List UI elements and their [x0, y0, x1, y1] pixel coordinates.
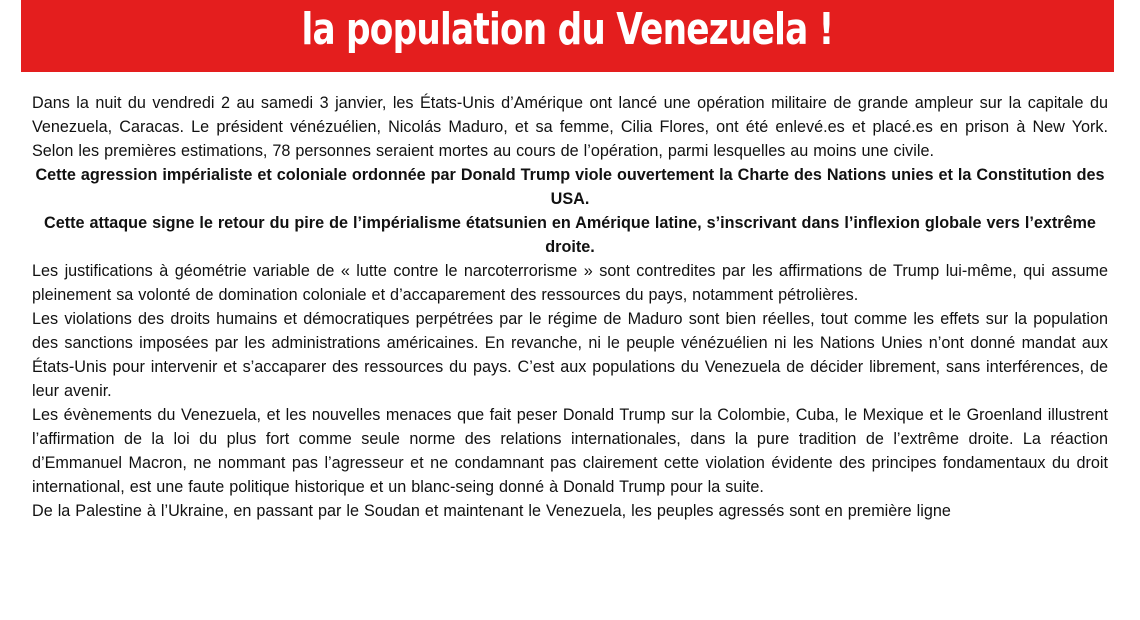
- page-title: la population du Venezuela !: [301, 4, 834, 55]
- paragraph-violations: Les violations des droits humains et démocratiques perpétrées par le régime de Maduro sont bien réelles, tout comme les effets sur la population des sanctions imposées par les administrations américaines. En revanche, ni le peuple vénézuélien ni les Nations Unies n’ont donné mandat aux États-Unis pour intervenir et s’accaparer des ressources du pays. C’est aux populations du Venezuela de décider librement, sans interférences, de leur avenir.: [32, 310, 1108, 400]
- paragraph-emphasis-imperialism: Cette attaque signe le retour du pire de l’impérialisme étatsunien en Amérique latine, s’inscrivant dans l’inflexion globale vers l’extrême droite.: [44, 214, 1096, 256]
- paragraph-events: Les évènements du Venezuela, et les nouvelles menaces que fait peser Donald Trump sur la Colombie, Cuba, le Mexique et le Groenland illustrent l’affirmation de la loi du plus fort comme seule norme des relations internationales, dans la pure tradition de l’extrême droite. La réaction d’Emmanuel Macron, ne nommant pas l’agresseur et ne condamnant pas clairement cette violation évidente des principes fondamentaux du droit international, est une faute politique historique et un blanc-seing donné à Donald Trump pour la suite.: [32, 406, 1108, 496]
- paragraph-peoples: De la Palestine à l’Ukraine, en passant par le Soudan et maintenant le Venezuela, les peuples agressés sont en première ligne: [32, 502, 951, 520]
- paragraph-emphasis-charter: Cette agression impérialiste et coloniale ordonnée par Donald Trump viole ouvertement la Charte des Nations unies et la Constitution des USA.: [35, 166, 1105, 208]
- paragraph-intro: Dans la nuit du vendredi 2 au samedi 3 janvier, les États-Unis d’Amérique ont lancé une opération militaire de grande ampleur sur la capitale du Venezuela, Caracas. Le président vénézuélien, Nicolás Maduro, et sa femme, Cilia Flores, ont été enlevé.es et placé.es en prison à New York. Selon les premières estimations, 78 personnes seraient mortes au cours de l’opération, parmi lesquelles au moins une civile.: [32, 94, 1108, 160]
- title-banner: [21, 0, 1114, 72]
- article-body: [32, 91, 1108, 523]
- paragraph-justifications: Les justifications à géométrie variable de « lutte contre le narcoterrorisme » sont contredites par les affirmations de Trump lui-même, qui assume pleinement sa volonté de domination coloniale et d’accaparement des ressources du pays, notamment pétrolières.: [32, 262, 1108, 304]
